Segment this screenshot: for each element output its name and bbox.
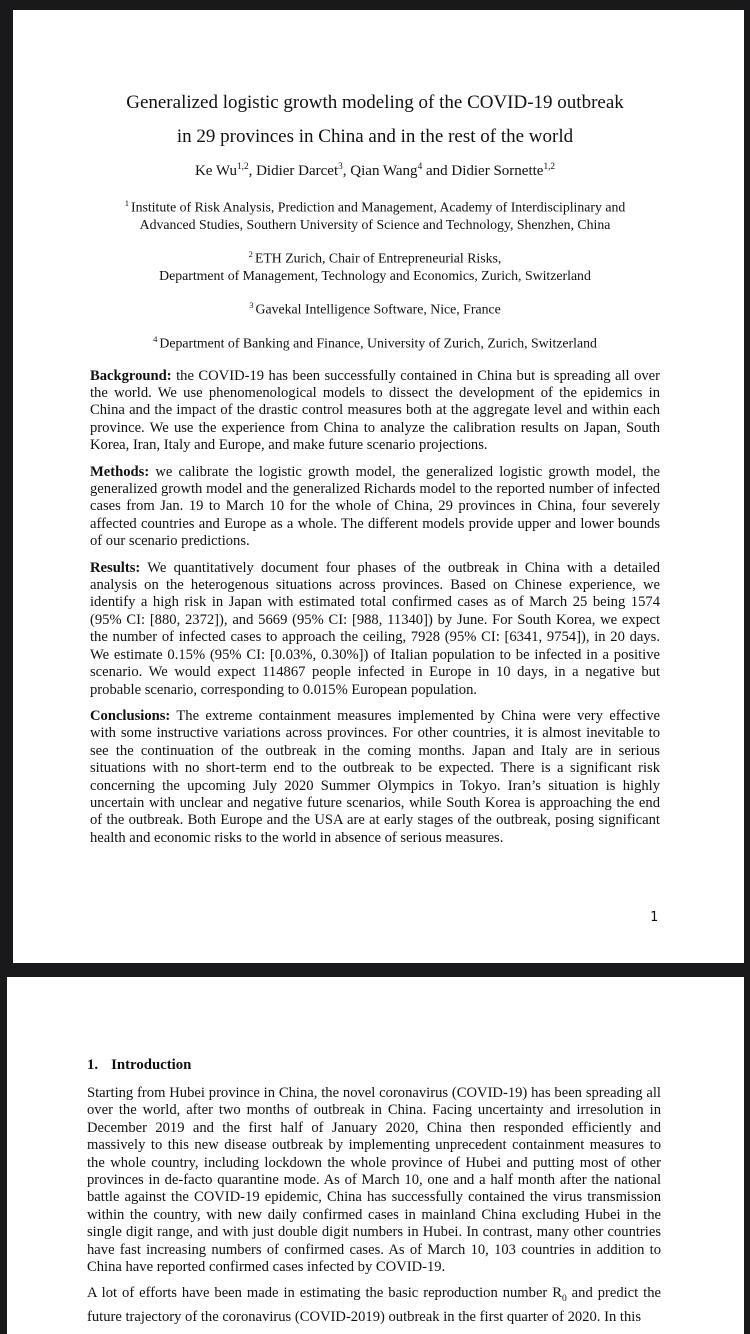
affiliation-text: Department of Banking and Finance, University of Zurich, Zurich, Switzerland bbox=[159, 335, 597, 351]
section-heading-introduction bbox=[87, 1057, 661, 1074]
page-2-content bbox=[7, 1057, 744, 1326]
paper-title bbox=[90, 86, 660, 154]
affiliation-text: Advanced Studies, Southern University of Science and Technology, Shenzhen, China bbox=[139, 216, 611, 232]
affiliation-4 bbox=[90, 331, 660, 352]
abstract-paragraph-background bbox=[90, 368, 660, 455]
intro-paragraph-2-pre: A lot of efforts have been made in estimating the basic reproduction number R bbox=[87, 1285, 562, 1302]
author-affiliation-marker: 1,2 bbox=[236, 162, 249, 172]
paper-title-line-1: Generalized logistic growth modeling of the COVID-19 outbreak bbox=[126, 92, 624, 113]
abstract-section-text: the COVID-19 has been successfully contained in China but is spreading all over the world. We use phenomenological models to dissect the development of the epidemics in China and the impact of the drastic control measures both at the aggregate level and within each province. We use the experience from China to analyze the calibration results on Japan, South Korea, Iran, Italy and Europe, and make future scenario projections. bbox=[90, 367, 661, 454]
author-affiliation-marker: 3 bbox=[338, 162, 343, 172]
page-1-content bbox=[13, 86, 744, 847]
affiliation-text: Gavekal Intelligence Software, Nice, France bbox=[255, 301, 501, 317]
abstract-section-text: we calibrate the logistic growth model, the generalized logistic growth model, the generalized growth model and the generalized Richards model to the reported number of infected cases from Jan. 19 to March 10 for the whole of China, 29 provinces in China, four severely affected countries and Europe as a whole. The different models provide upper and lower bounds of our scenario predictions. bbox=[90, 463, 660, 550]
abstract-section-label: Results: bbox=[90, 559, 141, 576]
page-1 bbox=[13, 10, 744, 963]
author-name: Ke Wu bbox=[194, 163, 237, 179]
affiliation-marker: 3 bbox=[249, 300, 254, 310]
abstract-section-label: Conclusions: bbox=[90, 707, 171, 724]
author-line bbox=[90, 162, 660, 180]
affiliation-1 bbox=[90, 195, 660, 233]
affiliation-text: Department of Management, Technology and Economics, Zurich, Switzerland bbox=[159, 267, 591, 283]
page-number: 1 bbox=[650, 910, 658, 925]
intro-paragraph-2-post: and predict the future trajectory of the coronavirus (COVID-2019) outbreak in the first quarter of 2020. In this bbox=[87, 1285, 661, 1325]
affiliation-marker: 2 bbox=[248, 249, 253, 259]
author-name: , Qian Wang bbox=[342, 163, 418, 179]
intro-paragraph-1: Starting from Hubei province in China, the novel coronavirus (COVID-19) has been spreading all over the world, after two months of outbreak in China. Facing uncertainty and irresolution in December 2019 and the first half of January 2020, China then responded efficiently and massively to this new disease outbreak by implementing unprecedent containment measures to the whole country, including lockdown the whole province of Hubei and putting most of other provinces in de-facto quarantine mode. As of March 10, one and a half month after the national battle against the COVID-19 epidemic, China has successfully contained the virus transmission within the country, with new daily confirmed cases in mainland China excluding Hubei in the single digit range, and with just double digit numbers in Hubei. In contrast, many other countries have fast increasing numbers of confirmed cases. As of March 10, 103 countries in addition to China have reported confirmed cases infected by COVID-19. bbox=[87, 1085, 661, 1276]
affiliation-text: Institute of Risk Analysis, Prediction and Management, Academy of Interdisciplinary and bbox=[130, 199, 626, 215]
paper-title-line-2: in 29 provinces in China and in the rest of the world bbox=[176, 126, 574, 147]
affiliation-text: ETH Zurich, Chair of Entrepreneurial Risks, bbox=[254, 250, 502, 266]
author-name: and Didier Sornette bbox=[422, 163, 544, 179]
affiliation-2 bbox=[90, 246, 660, 284]
r0-subscript: 0 bbox=[561, 1294, 567, 1305]
abstract-section-label: Background: bbox=[90, 367, 172, 384]
page-2 bbox=[7, 977, 744, 1334]
intro-paragraph-2 bbox=[87, 1285, 661, 1326]
affiliation-3 bbox=[90, 297, 660, 318]
section-number: 1. bbox=[87, 1057, 99, 1073]
abstract-section-label: Methods: bbox=[90, 463, 150, 480]
affiliation-marker: 1 bbox=[124, 198, 129, 208]
abstract-paragraph-results bbox=[90, 560, 660, 699]
abstract-paragraph-conclusions bbox=[90, 708, 660, 847]
abstract-section-text: The extreme containment measures implemented by China were very effective with some instructive variations across provinces. For other countries, it is almost inevitable to see the continuation of the outbreak in the coming months. Japan and Italy are in serious situations with no short-term end to the outbreak to be expected. There is a significant risk concerning the upcoming July 2020 Summer Olympics in Tokyo. Iran’s situation is highly uncertain with unclear and negative future scenarios, while South Korea is approaching the end of the outbreak. Both Europe and the USA are at early stages of the outbreak, posing significant health and economic risks to the world in absence of serious measures. bbox=[90, 707, 661, 846]
author-affiliation-marker: 4 bbox=[417, 162, 423, 172]
abstract-section-text: We quantitatively document four phases of the outbreak in China with a detailed analysis on the heterogenous situations across provinces. Based on Chinese experience, we identify a high risk in Japan with estimated total confirmed cases as of March 25 being 1574 (95% CI: [880, 2372]), and 5669 (95% CI: [988, 11340]) by June. For South Korea, we expect the number of infected cases to approach the ceiling, 7928 (95% CI: [6341, 9754]), in 20 days. We estimate 0.15% (95% CI: [0.03%, 0.30%]) of Italian population to be infected in a positive scenario. We would expect 114867 people infected in Europe in 10 days, in a negative but probable scenario, corresponding to 0.015% European population. bbox=[90, 559, 660, 698]
author-affiliation-marker: 1,2 bbox=[543, 162, 556, 172]
section-title: Introduction bbox=[111, 1057, 192, 1073]
author-name: , Didier Darcet bbox=[248, 163, 339, 179]
affiliation-marker: 4 bbox=[153, 333, 158, 344]
abstract-paragraph-methods bbox=[90, 464, 660, 551]
